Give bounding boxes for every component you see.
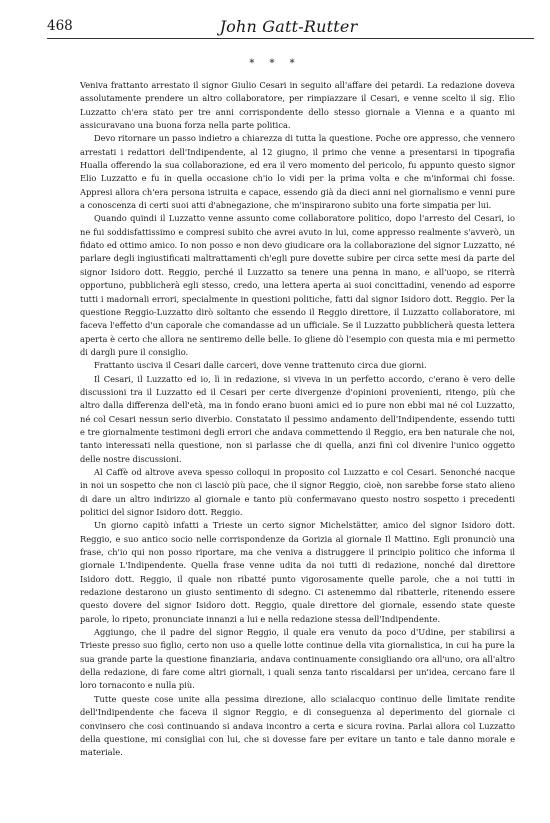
running-head: John Gatt-Rutter <box>219 17 358 36</box>
paragraph: Un giorno capitò infatti a Trieste un certo signor Michelstätter, amico del signor Isidoro dott. Reggio, e suo antico socio nelle corrispondenze da Gorizia al giornale Il Mattino. Egli pronunciò una frase, ch'io qui non posso riportare, ma che veniva a distruggere il principio politico che informa il giornale L'Indipendente. Quella frase venne udita da noi tutti di redazione, nonché dal direttore Isidoro dott. Reggio, il quale non ribatté punto vigorosamente quelle parole, che a noi tutti in redazione destarono un giusto sentimento di sdegno. Ci astenemmo dal ribatterle, ritenendo essere questo dovere del signor Isidoro dott. Reggio, quale direttore del giornale, essendo state queste parole, lo ripeto, pronunciate innanzi a lui e nella redazione stessa dell'Indipendente. <box>80 520 515 624</box>
paragraph: Aggiungo, che il padre del signor Reggio, il quale era venuto da poco d'Udine, per stabilirsi a Trieste presso suo figlio, certo non uso a quelle lotte continue della vita giornalistica, in cui ha pure la sua grande parte la questione finanziaria, andava continuamente consigliando ora all'uno, ora all'altro della redazione, di fare come altri giornali, i quali senza tanto riscaldarsi per un'idea, cercano fare il loro tornaconto e nulla più. <box>80 627 515 691</box>
paragraph: Tutte queste cose unite alla pessima direzione, allo scialacquo continuo delle limitate rendite dell'Indipendente che faceva il signor Reggio, e di conseguenza al deperimento del giornale ci convinsero che così continuando si andava incontro a certa e sicura rovina. Parlai allora col Luzzatto della questione, mi consigliai con lui, che si dovesse fare per evitare un tanto e tale danno morale e materiale. <box>80 693 515 758</box>
paragraph: Il Cesari, il Luzzatto ed io, lì in redazione, si viveva in un perfetto accordo, c'erano è vero delle discussioni tra il Luzzatto ed il Cesari per certe divergenze d'opinioni provenienti, ritengo, più che altro dalla differenza dell'età, ma in fondo erano buoni amici ed io pure non ebbi mai né col Luzzatto, né col Cesari nessun serio diverbio. Constatato il pessimo andamento dell'Indipendente, essendo tutti e tre giornalmente testimoni degli errori che andava commettendo il Reggio, era ben naturale che noi, tanto interessati nella questione, non si parlasse che di quella, anzi finì col divenire l'unico oggetto delle nostre discussioni. <box>80 373 515 464</box>
section-separator: * * * <box>249 58 301 69</box>
paragraph: Devo ritornare un passo indietro a chiarezza di tutta la questione. Poche ore appresso, che vennero arrestati i redattori dell'Indipendente, al 12 giugno, il primo che venne a presentarsi in tipografia Hualla offerendo la sua collaborazione, ed era il vero momento del pericolo, fu appunto questo signor Elio Luzzatto e fu in quella occasione ch'io lo vidi per la prima volta e che m'informai chi fosse. Appresi allora ch'era persona istruita e capace, essendo già da dieci anni nel giornalismo e venni pure a conoscenza di certi suoi atti d'abnegazione, che m'inspirarono subito una forte simpatia per lui. <box>80 133 515 211</box>
paragraph: Al Caffè od altrove aveva spesso colloqui in proposito col Luzzatto e col Cesari. Senonché nacque in noi un sospetto che non ci lasciò più pace, che il signor Reggio, cioè, non sarebbe forse stato alieno di dare un altro indirizzo al giornale e tanto più confermavano questo nostro sospetto i precedenti politici del signor Isidoro dott. Reggio. <box>80 466 515 517</box>
paragraph: Frattanto usciva il Cesari dalle carceri, dove venne trattenuto circa due giorni. <box>94 360 427 371</box>
page-number: 468 <box>47 18 73 34</box>
body-text <box>80 79 515 760</box>
paragraph: Veniva frattanto arrestato il signor Giulio Cesari in seguito all'affare dei petardi. La redazione doveva assolutamente prendere un altro collaboratore, per rimpiazzare il Cesari, e venne scelto il sig. Elio Luzzatto ch'era stato per tre anni corrispondente dello stesso giornale a Vienna e a quanto mi assicuravano una buona forza nella parte politica. <box>80 80 515 131</box>
paragraph: Quando quindi il Luzzatto venne assunto come collaboratore politico, dopo l'arresto del Cesari, io ne fui soddisfattissimo e compresi subito che avrei avuto in lui, come appresso realmente s'avverò, un fidato ed ottimo amico. Io non posso e non devo giudicare ora la collaborazione del signor Luzzatto, né parlare degli ingiustificati maltrattamenti ch'egli pure dovette subire per circa sette mesi da parte del signor Isidoro dott. Reggio, perché il Luzzatto sa tenere una penna in mano, e all'uopo, se riterrà opportuno, pubblicherà egli stesso, credo, una lettera aperta ai suoi concittadini, venendo ad esporre tutti i madornali errori, specialmente in questioni politiche, fatti dal signor Isidoro dott. Reggio. Per la questione Reggio-Luzzatto dirò soltanto che essendo il Reggio direttore, il Luzzatto collaboratore, mi faceva l'effetto d'un caporale che comandasse ad un ufficiale. Se il Luzzatto pubblicherà questa lettera aperta è certo che allora ne sentiremo delle belle. Io gliene dò l'esempio con questa mia e mi permetto di dargli pure il consiglio. <box>80 213 515 357</box>
header-rule <box>47 38 534 39</box>
page-header <box>47 18 530 40</box>
